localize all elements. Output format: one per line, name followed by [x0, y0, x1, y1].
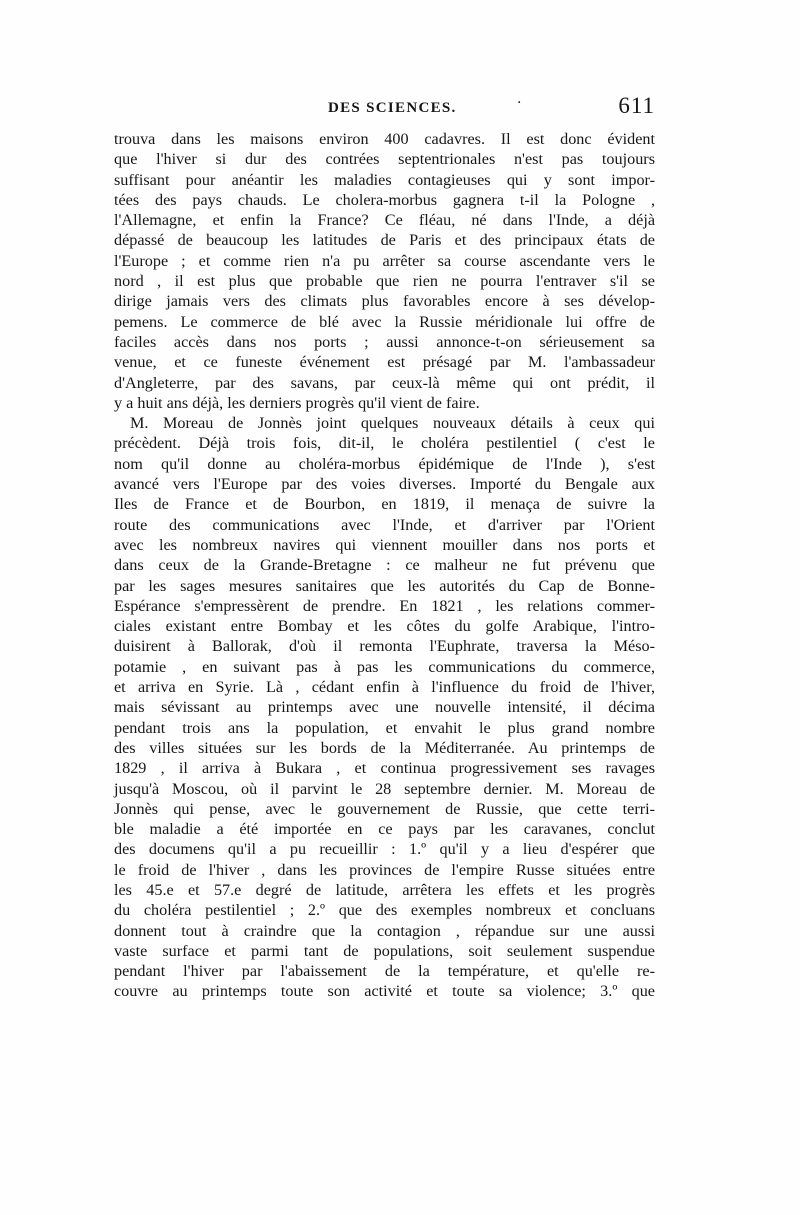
text-line: 1829 , il arriva à Bukara , et continua progressivement ses ravages — [114, 759, 655, 778]
page-number: 611 — [618, 93, 655, 118]
text-line: et arriva en Syrie. Là , cédant enfin à l'influence du froid de l'hiver, — [114, 678, 655, 697]
text-line: l'Allemagne, et enfin la France? Ce fléau, né dans l'Inde, a déjà — [114, 211, 655, 230]
text-line: suffisant pour anéantir les maladies contagieuses qui y sont impor- — [114, 170, 655, 189]
text-line: vaste surface et parmi tant de populations, soit seulement suspendue — [114, 941, 655, 960]
text-line: précèdent. Déjà trois fois, dit-il, le choléra pestilentiel ( c'est le — [114, 434, 655, 453]
text-line: le froid de l'hiver , dans les provinces de l'empire Russe situées entre — [114, 860, 655, 879]
text-line: Jonnès qui pense, avec le gouvernement de Russie, que cette terri- — [114, 799, 655, 818]
paragraph-1 — [114, 129, 655, 413]
text-line: couvre au printemps toute son activité et toute sa violence; 3.º que — [114, 982, 655, 1001]
text-line: Iles de France et de Bourbon, en 1819, il menaça de suivre la — [114, 495, 655, 514]
text-line: y a huit ans déjà, les derniers progrès qu'il vient de faire. — [114, 393, 480, 412]
text-line: l'Europe ; et comme rien n'a pu arrêter sa course ascendante vers le — [114, 251, 655, 270]
text-line: dépassé de beaucoup les latitudes de Paris et des principaux états de — [114, 231, 655, 250]
text-line: dirige jamais vers des climats plus favorables encore à ses dévelop- — [114, 292, 655, 311]
body-text — [114, 129, 655, 1002]
text-line: duisirent à Ballorak, d'où il remonta l'Euphrate, traversa la Méso- — [114, 637, 655, 656]
text-line: dans ceux de la Grande-Bretagne : ce malheur ne fut prévenu que — [114, 556, 655, 575]
text-line: avec les nombreux navires qui viennent mouiller dans nos ports et — [114, 535, 655, 554]
text-line: par les sages mesures sanitaires que les autorités du Cap de Bonne- — [114, 576, 655, 595]
running-title: DES SCIENCES. — [328, 100, 457, 116]
text-line: nom qu'il donne au choléra-morbus épidémique de l'Inde ), s'est — [114, 454, 655, 473]
text-line: faciles accès dans nos ports ; aussi annonce-t-on sérieusement sa — [114, 332, 655, 351]
paragraph-2 — [114, 413, 655, 1002]
text-line: donnent tout à craindre que la contagion , répandue sur une aussi — [114, 921, 655, 940]
text-line: avancé vers l'Europe par des voies diverses. Importé du Bengale aux — [114, 475, 655, 494]
text-line: ble maladie a été importée en ce pays par les caravanes, conclut — [114, 820, 655, 839]
text-line: potamie , en suivant pas à pas les communications du commerce, — [114, 657, 655, 676]
text-line: du choléra pestilentiel ; 2.º que des exemples nombreux et concluans — [114, 901, 655, 920]
text-line: que l'hiver si dur des contrées septentrionales n'est pas toujours — [114, 150, 655, 169]
text-line: ciales existant entre Bombay et les côtes du golfe Arabique, l'intro- — [114, 617, 655, 636]
text-line: route des communications avec l'Inde, et d'arriver par l'Orient — [114, 515, 655, 534]
running-head-mark: · — [517, 95, 522, 111]
text-line: venue, et ce funeste événement est présagé par M. l'ambassadeur — [114, 353, 655, 372]
text-line: tées des pays chauds. Le cholera-morbus gagnera t-il la Pologne , — [114, 190, 655, 209]
text-line: pendant l'hiver par l'abaissement de la température, et qu'elle re- — [114, 962, 655, 981]
text-line: mais sévissant au printemps avec une nouvelle intensité, il décima — [114, 698, 655, 717]
running-head — [114, 93, 655, 127]
text-line: jusqu'à Moscou, où il parvint le 28 septembre dernier. M. Moreau de — [114, 779, 655, 798]
text-line: des villes situées sur les bords de la Méditerranée. Au printemps de — [114, 738, 655, 757]
text-line: nord , il est plus que probable que rien ne pourra l'entraver s'il se — [114, 272, 655, 291]
text-line: M. Moreau de Jonnès joint quelques nouveaux détails à ceux qui — [130, 414, 655, 433]
text-line: pemens. Le commerce de blé avec la Russie méridionale lui offre de — [114, 312, 655, 331]
text-line: d'Angleterre, par des savans, par ceux-là même qui ont prédit, il — [114, 373, 655, 392]
text-line: les 45.e et 57.e degré de latitude, arrêtera les effets et les progrès — [114, 880, 655, 899]
text-line: trouva dans les maisons environ 400 cadavres. Il est donc évident — [114, 130, 655, 148]
text-line: Espérance s'empressèrent de prendre. En 1821 , les relations commer- — [114, 596, 655, 615]
text-line: des documens qu'il a pu recueillir : 1.º qu'il y a lieu d'espérer que — [114, 840, 655, 859]
text-line: pendant trois ans la population, et envahit le plus grand nombre — [114, 718, 655, 737]
